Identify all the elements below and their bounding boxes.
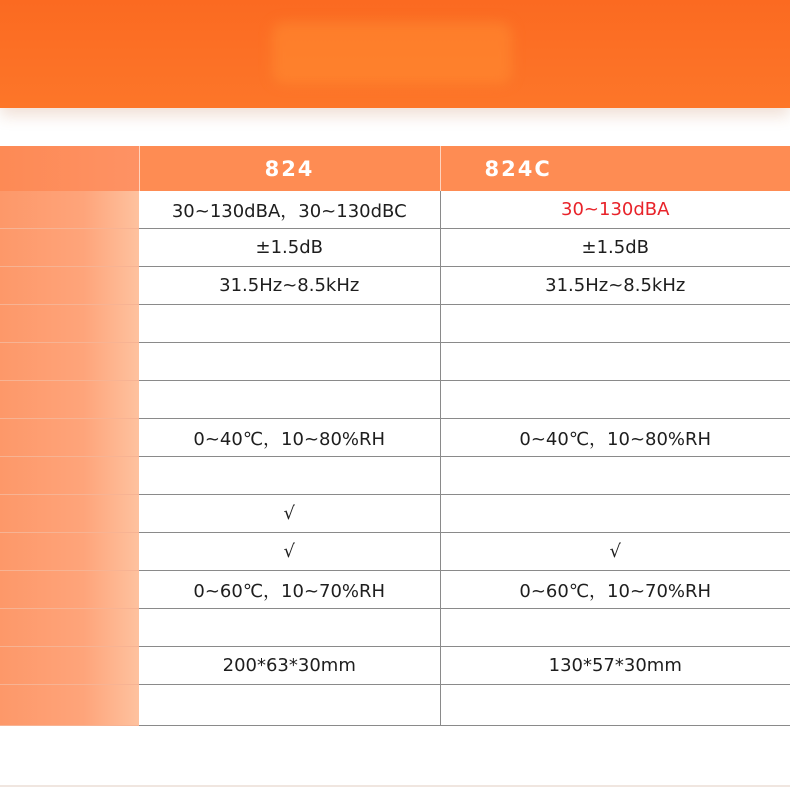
row-label [0,381,139,419]
cell-model-a: 0~60℃，10~70%RH [139,571,440,609]
table-row [0,419,790,457]
cell-model-b: 30~130dBA [440,191,790,229]
spec-comparison-table [0,146,790,726]
cell-model-b: 0~40℃，10~80%RH [440,419,790,457]
top-banner [0,0,790,108]
table-row [0,457,790,495]
row-label [0,343,139,381]
cell-model-a: √ [139,495,440,533]
table-row [0,229,790,267]
table-row [0,533,790,571]
cell-model-b: 0~60℃，10~70%RH [440,571,790,609]
cell-model-b [440,609,790,647]
cell-model-a [139,685,440,726]
header-model-b: 824C [440,146,790,191]
row-label [0,267,139,305]
row-label [0,571,139,609]
cell-model-b: ±1.5dB [440,229,790,267]
row-label [0,609,139,647]
cell-model-b [440,343,790,381]
cell-model-a [139,609,440,647]
cell-model-a: 31.5Hz~8.5kHz [139,267,440,305]
table-row [0,685,790,726]
table-row [0,571,790,609]
cell-model-a [139,305,440,343]
cell-model-a: 200*63*30mm [139,647,440,685]
table-row [0,495,790,533]
row-label [0,647,139,685]
banner-title-blurred [272,22,512,84]
cell-model-a: ±1.5dB [139,229,440,267]
row-label [0,457,139,495]
row-label [0,305,139,343]
cell-model-a [139,381,440,419]
row-label [0,229,139,267]
table-row [0,609,790,647]
cell-model-b [440,381,790,419]
header-label-cell [0,146,139,191]
cell-model-a: √ [139,533,440,571]
table-row [0,381,790,419]
table-row [0,305,790,343]
header-model-a: 824 [139,146,440,191]
table-row [0,191,790,229]
cell-model-b: √ [440,533,790,571]
cell-model-b: 31.5Hz~8.5kHz [440,267,790,305]
row-label [0,495,139,533]
table-header-row [0,146,790,191]
cell-model-b: 130*57*30mm [440,647,790,685]
cell-model-a: 30~130dBA，30~130dBC [139,191,440,229]
row-label [0,685,139,726]
spec-comparison-table-wrap [0,146,790,726]
cell-model-b [440,305,790,343]
cell-model-a [139,343,440,381]
cell-model-a: 0~40℃，10~80%RH [139,419,440,457]
table-row [0,647,790,685]
row-label [0,191,139,229]
table-row [0,267,790,305]
row-label [0,533,139,571]
cell-model-a [139,457,440,495]
row-label [0,419,139,457]
cell-model-b [440,495,790,533]
cell-model-b [440,685,790,726]
table-row [0,343,790,381]
cell-model-b [440,457,790,495]
